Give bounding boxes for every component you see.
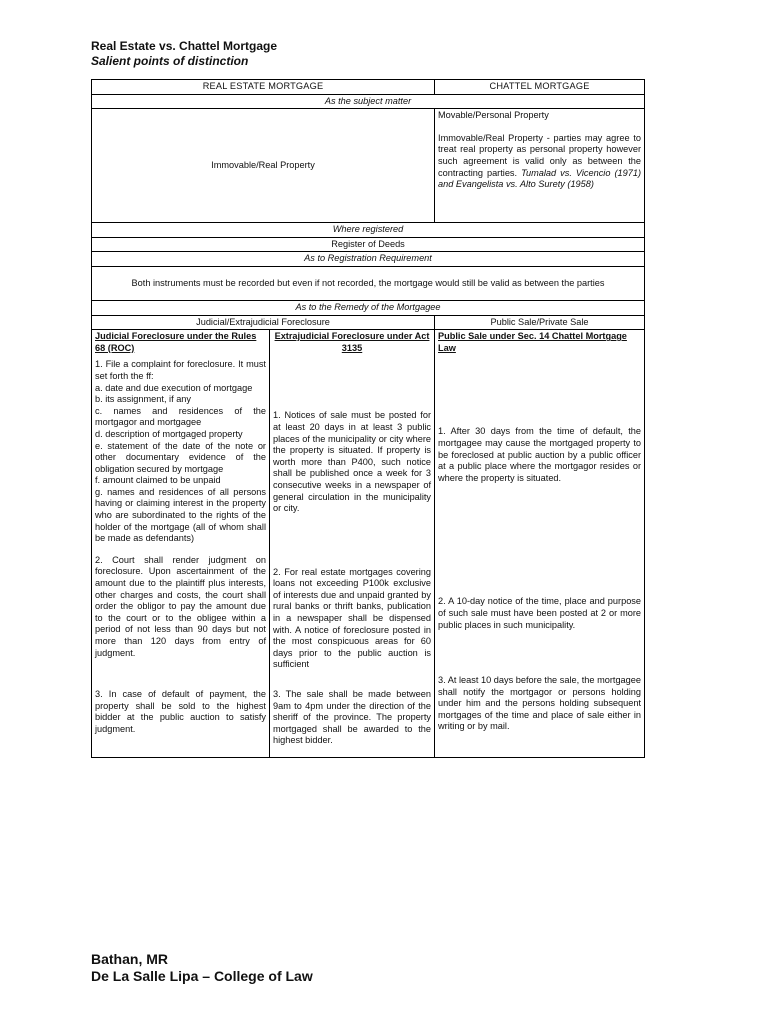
chattel-item-1: 1. After 30 days from the time of default, the mortgagee may cause the mortgaged property to be foreclosed at public auction by a public officer at a public place where the mortgagor resides or where the property is situated. — [438, 426, 642, 483]
section-label: Where registered — [92, 223, 645, 238]
extrajudicial-foreclosure-title: Extrajudicial Foreclosure under Act 3135 — [274, 331, 430, 353]
comparison-table — [91, 79, 645, 758]
table-row — [92, 237, 645, 252]
subject-chattel-cell — [435, 109, 645, 223]
section-row-subject-matter — [92, 94, 645, 109]
section-label: As to Registration Requirement — [92, 252, 645, 267]
extrajudicial-item-2: 2. For real estate mortgages covering loans not exceeding P100k exclusive of interests due and unpaid granted by rural banks or thrift banks, publication in a newspaper shall be dispensed with. A notice of foreclosure posted in the most conspicuous areas for 60 days prior to the public auction is sufficient — [273, 566, 432, 670]
subject-real-estate-cell: Immovable/Real Property — [92, 109, 435, 223]
chattel-item-3: 3. At least 10 days before the sale, the mortgagee shall notify the mortgagor or persons holding under him and the persons holding subsequent mortgages of the time and place of sale either in writing or by mail. — [438, 675, 642, 732]
remedy-chattel-label: Public Sale/Private Sale — [435, 315, 645, 330]
judicial-item-2: 2. Court shall render judgment on foreclosure. Upon ascertainment of the amount due to the plaintiff plus interests, other charges and costs, the court shall order the obligor to pay the amount due to the court or to the obligee within a period of not less than 90 days but not more than 120 days from entry of judgment. — [95, 554, 266, 658]
judicial-foreclosure-cell — [92, 330, 270, 757]
chattel-public-sale-cell — [435, 330, 645, 757]
section-label: As the subject matter — [92, 94, 645, 109]
where-registered-value: Register of Deeds — [92, 237, 645, 252]
subject-chattel-line1: Movable/Personal Property — [438, 110, 549, 121]
table-row — [92, 266, 645, 300]
judicial-item-1f: f. amount claimed to be unpaid — [95, 475, 221, 486]
subject-chattel-line2: Immovable/Real Property - parties may agree to treat real property as personal property however such agreement is valid only as between the contracting parties. — [438, 132, 642, 178]
extrajudicial-foreclosure-cell — [270, 330, 435, 757]
judicial-item-1: 1. File a complaint for foreclosure. It must set forth the ff: — [95, 359, 266, 381]
section-label: As to the Remedy of the Mortgagee — [92, 300, 645, 315]
judicial-foreclosure-title: Judicial Foreclosure under the Rules 68 (ROC) — [95, 331, 257, 353]
extrajudicial-item-3: 3. The sale shall be made between 9am to 4pm under the direction of the sheriff of the province. The property mortgaged shall be awarded to the highest bidder. — [273, 689, 432, 746]
footer-school: De La Salle Lipa – College of Law — [91, 968, 313, 984]
registration-value: Both instruments must be recorded but even if not recorded, the mortgage would still be valid as between the parties — [92, 266, 645, 300]
chattel-public-sale-title: Public Sale under Sec. 14 Chattel Mortgage Law — [438, 331, 627, 353]
judicial-item-1d: d. description of mortgaged property — [95, 428, 243, 439]
section-row-where-registered — [92, 223, 645, 238]
judicial-item-1c: c. names and residences of the mortgagor and mortgagee — [95, 405, 266, 428]
judicial-item-1b: b. its assignment, if any — [95, 394, 192, 405]
document-title: Real Estate vs. Chattel Mortgage — [91, 39, 278, 53]
footer-author: Bathan, MR — [91, 951, 168, 967]
table-row — [92, 109, 645, 223]
section-row-remedy — [92, 300, 645, 315]
column-header-real-estate: REAL ESTATE MORTGAGE — [92, 80, 435, 95]
table-row — [92, 315, 645, 330]
table-header-row — [92, 80, 645, 95]
extrajudicial-item-1: 1. Notices of sale must be posted for at least 20 days in at least 3 public places of the municipality or city where the property is situated. If property is worth more than P400, such notice shall be published once a week for 3 consecutive weeks in a newspaper of general circulation in the municipality or city. — [273, 410, 432, 514]
judicial-item-1e: e. statement of the date of the note or other documentary evidence of the obligation secured by mortgage — [95, 440, 266, 474]
remedy-real-estate-label: Judicial/Extrajudicial Foreclosure — [92, 315, 435, 330]
judicial-item-3: 3. In case of default of payment, the property shall be sold to the highest bidder at the public auction to satisfy judgment. — [95, 689, 266, 734]
subject-chattel-citation: Tumalad vs. Vicencio (1971) and Evangelista vs. Alto Surety (1958) — [438, 167, 642, 190]
chattel-item-2: 2. A 10-day notice of the time, place and purpose of such sale must have been posted at 2 or more public places in such municipality. — [438, 596, 642, 630]
column-header-chattel: CHATTEL MORTGAGE — [435, 80, 645, 95]
table-row — [92, 330, 645, 757]
judicial-item-1g: g. names and residences of all persons having or claiming interest in the property who are subordinated to the rights of the holder of the mortgage (all of whom shall be made as defendants) — [95, 486, 266, 544]
judicial-item-1a: a. date and due execution of mortgage — [95, 382, 253, 393]
section-row-registration — [92, 252, 645, 267]
document-subtitle: Salient points of distinction — [91, 54, 249, 68]
